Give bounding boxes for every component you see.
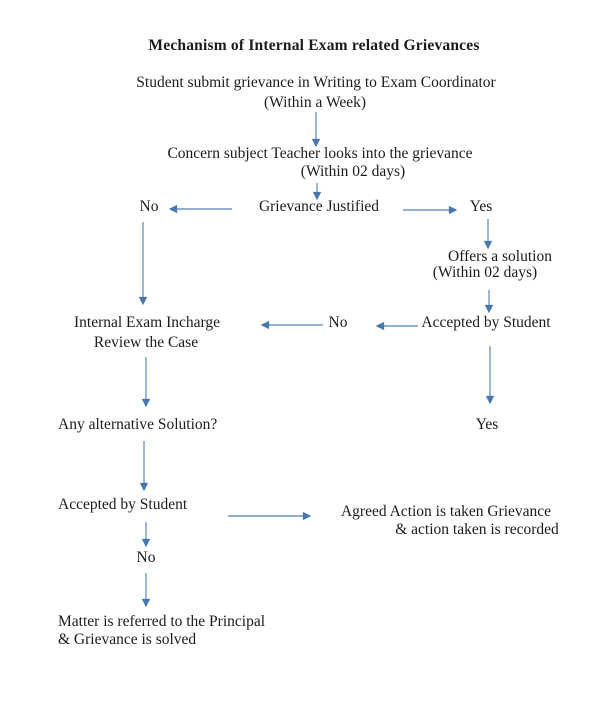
node-grievance-justified: Grievance Justified [258, 198, 380, 215]
node-any-alternative-solution: Any alternative Solution? [58, 416, 218, 433]
node-accepted-by-student-right: Accepted by Student [421, 314, 551, 331]
label-yes-right-branch: Yes [475, 416, 499, 433]
node-teacher-looks-line1: Concern subject Teacher looks into the grievance [167, 145, 473, 162]
label-no-decision1: No [139, 198, 159, 215]
node-internal-exam-incharge-line1: Internal Exam Incharge [73, 314, 221, 331]
label-yes-decision1: Yes [469, 198, 493, 215]
node-agreed-action-line2: & action taken is recorded [395, 521, 559, 538]
node-agreed-action-line1: Agreed Action is taken Grievance [340, 503, 552, 520]
node-teacher-looks-line2: (Within 02 days) [300, 163, 406, 180]
node-referred-to-principal-line2: & Grievance is solved [58, 631, 197, 648]
node-student-submit-line1: Student submit grievance in Writing to Exam Coordinator [136, 74, 496, 91]
node-student-submit-line2: (Within a Week) [264, 94, 366, 111]
node-offers-solution-line2: (Within 02 days) [432, 264, 538, 281]
label-no-middle: No [328, 314, 348, 331]
node-referred-to-principal-line1: Matter is referred to the Principal [58, 613, 266, 630]
label-no-bottom: No [136, 549, 156, 566]
node-accepted-by-student-left: Accepted by Student [58, 496, 188, 513]
node-internal-exam-incharge-line2: Review the Case [93, 334, 199, 351]
node-offers-solution-line1: Offers a solution [448, 248, 552, 265]
page-title: Mechanism of Internal Exam related Grievances [148, 37, 480, 54]
